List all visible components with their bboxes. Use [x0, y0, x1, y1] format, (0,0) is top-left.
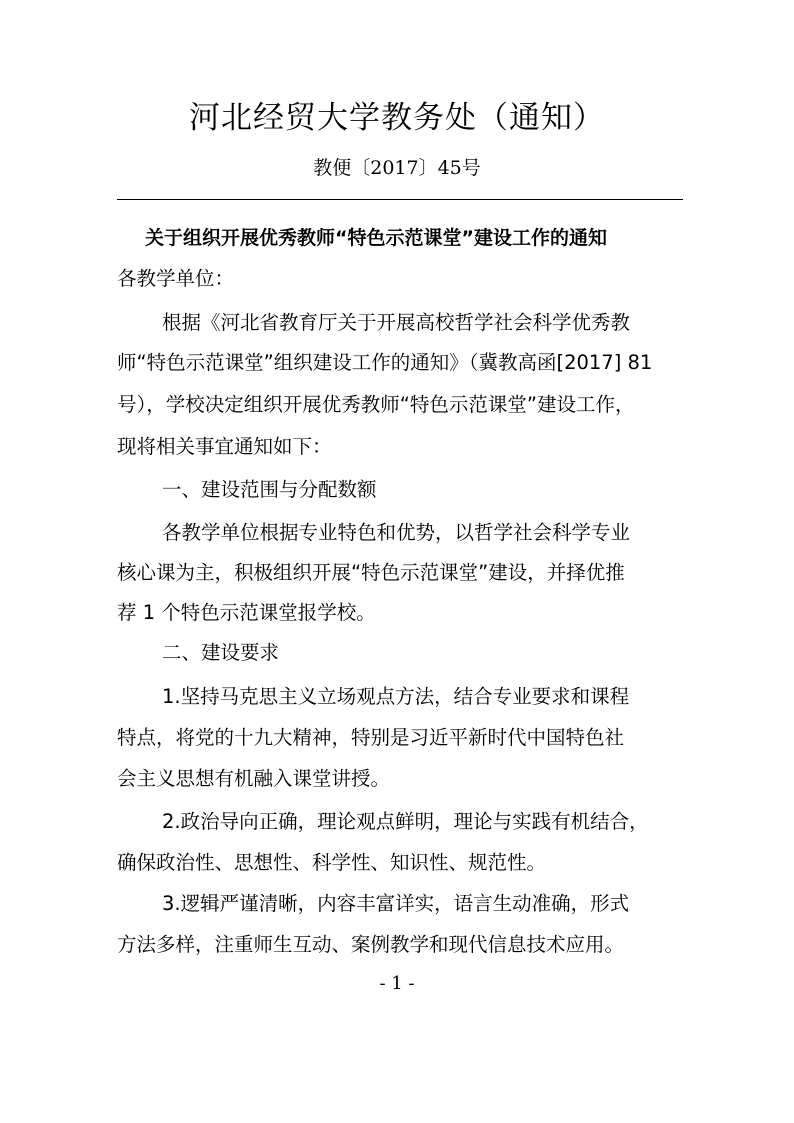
section1-line-2: 核心课为主，积极组织开展“特色示范课堂”建设，并择优推: [117, 561, 625, 584]
section1-heading: 一、建设范围与分配数额: [162, 478, 377, 501]
req1-line-2: 特点，将党的十九大精神，特别是习近平新时代中国特色社: [117, 726, 625, 749]
org-title: 河北经贸大学教务处（通知）: [189, 100, 605, 136]
req2-line-2: 确保政治性、思想性、科学性、知识性、规范性。: [117, 851, 547, 874]
req1-line-3: 会主义思想有机融入课堂讲授。: [117, 767, 391, 790]
document-number: 教便〔2017〕45号: [313, 157, 481, 179]
notice-title: 关于组织开展优秀教师“特色示范课堂”建设工作的通知: [145, 227, 607, 249]
req3-line-2: 方法多样，注重师生互动、案例教学和现代信息技术应用。: [117, 933, 625, 956]
section1-line-3: 荐 1 个特色示范课堂报学校。: [117, 601, 376, 624]
section1-line-1: 各教学单位根据专业特色和优势，以哲学社会科学专业: [162, 521, 631, 544]
section2-heading: 二、建设要求: [162, 641, 280, 664]
intro-line-3: 号），学校决定组织开展优秀教师“特色示范课堂”建设工作，: [117, 393, 635, 416]
page-number: - 1 -: [379, 973, 415, 994]
header-divider: [117, 199, 683, 200]
req3-line-1: 3.逻辑严谨清晰，内容丰富详实，语言生动准确，形式: [162, 892, 630, 915]
intro-line-2: 师“特色示范课堂”组织建设工作的通知》（冀教高函[2017] 81: [117, 351, 653, 374]
intro-line-1: 根据《河北省教育厅关于开展高校哲学社会科学优秀教: [162, 311, 631, 334]
req1-line-1: 1.坚持马克思主义立场观点方法，结合专业要求和课程: [162, 685, 630, 708]
addressee: 各教学单位：: [117, 267, 235, 290]
req2-line-1: 2.政治导向正确，理论观点鲜明，理论与实践有机结合，: [162, 810, 649, 833]
intro-line-4: 现将相关事宜通知如下：: [117, 435, 332, 458]
